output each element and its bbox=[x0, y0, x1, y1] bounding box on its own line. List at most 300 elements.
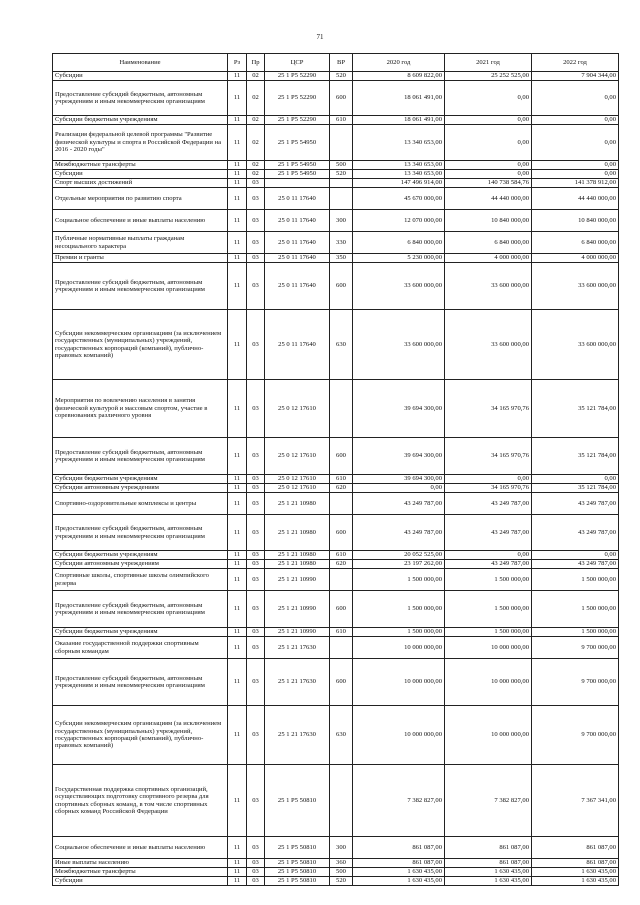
cell-2020: 20 052 525,00 bbox=[353, 551, 445, 560]
cell-name: Предоставление субсидий бюджетным, автономным учреждениям и иным некоммерческим организациям bbox=[53, 263, 228, 310]
table-row bbox=[53, 438, 619, 475]
cell-name: Субсидии некоммерческим организациям (за исключением государственных (муниципальных) учреждений, государственных корпораций (компаний), публично-правовых компаний) bbox=[53, 310, 228, 380]
cell-rz: 11 bbox=[228, 484, 247, 493]
cell-csr: 25 1 P5 52290 bbox=[265, 81, 330, 116]
cell-vr: 610 bbox=[330, 475, 353, 484]
cell-2020: 6 840 000,00 bbox=[353, 232, 445, 254]
cell-vr: 520 bbox=[330, 877, 353, 886]
cell-vr: 610 bbox=[330, 628, 353, 637]
cell-2021: 0,00 bbox=[445, 170, 532, 179]
cell-vr: 500 bbox=[330, 868, 353, 877]
cell-2021: 10 000 000,00 bbox=[445, 659, 532, 706]
cell-2020: 12 070 000,00 bbox=[353, 210, 445, 232]
cell-name: Мероприятия по вовлечению населения в занятия физической культурой и массовым спортом, участие в соревнованиях различного уровня bbox=[53, 380, 228, 438]
cell-vr: 610 bbox=[330, 116, 353, 125]
cell-pr: 03 bbox=[247, 210, 265, 232]
cell-2022: 861 087,00 bbox=[532, 837, 619, 859]
cell-pr: 03 bbox=[247, 515, 265, 551]
cell-2021: 34 165 970,76 bbox=[445, 438, 532, 475]
cell-name: Субсидии бюджетным учреждениям bbox=[53, 628, 228, 637]
cell-name: Государственная поддержка спортивных организаций, осуществляющих подготовку спортивного резерва для спортивных сборных команд, в том числе спортивных сборных команд Российской Федерации bbox=[53, 765, 228, 837]
cell-rz: 11 bbox=[228, 628, 247, 637]
cell-2022: 1 630 435,00 bbox=[532, 877, 619, 886]
cell-2021: 0,00 bbox=[445, 161, 532, 170]
cell-2021: 34 165 970,76 bbox=[445, 484, 532, 493]
cell-pr: 03 bbox=[247, 475, 265, 484]
header-2021: 2021 год bbox=[445, 54, 532, 72]
cell-name: Субсидии бюджетным учреждениям bbox=[53, 475, 228, 484]
cell-csr: 25 1 P5 50810 bbox=[265, 877, 330, 886]
cell-2022: 141 378 912,00 bbox=[532, 179, 619, 188]
table-row bbox=[53, 569, 619, 591]
cell-2021: 1 500 000,00 bbox=[445, 569, 532, 591]
cell-2022: 0,00 bbox=[532, 551, 619, 560]
cell-2020: 1 500 000,00 bbox=[353, 569, 445, 591]
cell-vr: 600 bbox=[330, 515, 353, 551]
table-row bbox=[53, 659, 619, 706]
cell-rz: 11 bbox=[228, 380, 247, 438]
cell-csr: 25 1 21 10980 bbox=[265, 515, 330, 551]
cell-2020: 10 000 000,00 bbox=[353, 706, 445, 765]
cell-name: Субсидии автономным учреждениям bbox=[53, 484, 228, 493]
cell-rz: 11 bbox=[228, 515, 247, 551]
cell-2020: 43 249 787,00 bbox=[353, 515, 445, 551]
cell-2021: 1 500 000,00 bbox=[445, 628, 532, 637]
cell-2021: 0,00 bbox=[445, 81, 532, 116]
cell-name: Межбюджетные трансферты bbox=[53, 868, 228, 877]
cell-pr: 03 bbox=[247, 263, 265, 310]
cell-name: Межбюджетные трансферты bbox=[53, 161, 228, 170]
table-header-row bbox=[53, 54, 619, 72]
cell-vr: 520 bbox=[330, 170, 353, 179]
cell-pr: 02 bbox=[247, 72, 265, 81]
cell-vr: 620 bbox=[330, 560, 353, 569]
cell-vr bbox=[330, 380, 353, 438]
cell-2021: 10 000 000,00 bbox=[445, 637, 532, 659]
cell-pr: 03 bbox=[247, 637, 265, 659]
table-row bbox=[53, 81, 619, 116]
header-2022: 2022 год bbox=[532, 54, 619, 72]
cell-2020: 10 000 000,00 bbox=[353, 659, 445, 706]
cell-vr: 610 bbox=[330, 551, 353, 560]
table-row bbox=[53, 232, 619, 254]
cell-2021: 0,00 bbox=[445, 125, 532, 161]
cell-rz: 11 bbox=[228, 551, 247, 560]
cell-2020: 45 670 000,00 bbox=[353, 188, 445, 210]
cell-name: Спортивные школы, спортивные школы олимпийского резерва bbox=[53, 569, 228, 591]
cell-csr bbox=[265, 179, 330, 188]
cell-pr: 03 bbox=[247, 837, 265, 859]
cell-csr: 25 1 P5 50810 bbox=[265, 837, 330, 859]
cell-pr: 03 bbox=[247, 380, 265, 438]
cell-2021: 25 252 525,00 bbox=[445, 72, 532, 81]
cell-csr: 25 1 21 17630 bbox=[265, 637, 330, 659]
cell-csr: 25 0 11 17640 bbox=[265, 232, 330, 254]
table-row bbox=[53, 188, 619, 210]
cell-2022: 43 249 787,00 bbox=[532, 560, 619, 569]
cell-2022: 6 840 000,00 bbox=[532, 232, 619, 254]
cell-name: Субсидии некоммерческим организациям (за исключением государственных (муниципальных) учреждений, государственных корпораций (компаний), публично-правовых компаний) bbox=[53, 706, 228, 765]
cell-2022: 43 249 787,00 bbox=[532, 493, 619, 515]
cell-rz: 11 bbox=[228, 232, 247, 254]
table-row bbox=[53, 161, 619, 170]
cell-rz: 11 bbox=[228, 877, 247, 886]
cell-vr: 360 bbox=[330, 859, 353, 868]
cell-2022: 0,00 bbox=[532, 475, 619, 484]
header-rz: Рз bbox=[228, 54, 247, 72]
cell-vr bbox=[330, 569, 353, 591]
table-body bbox=[53, 72, 619, 886]
cell-2020: 147 496 914,00 bbox=[353, 179, 445, 188]
header-vr: ВР bbox=[330, 54, 353, 72]
cell-csr: 25 0 12 17610 bbox=[265, 484, 330, 493]
cell-name: Субсидии бюджетным учреждениям bbox=[53, 551, 228, 560]
cell-csr: 25 1 21 10990 bbox=[265, 628, 330, 637]
cell-csr: 25 0 11 17640 bbox=[265, 188, 330, 210]
cell-name: Реализация федеральной целевой программы "Развитие физической культуры и спорта в Российской Федерации на 2016 - 2020 годы" bbox=[53, 125, 228, 161]
table-row bbox=[53, 380, 619, 438]
cell-name: Предоставление субсидий бюджетным, автономным учреждениям и иным некоммерческим организациям bbox=[53, 515, 228, 551]
cell-csr: 25 1 P5 50810 bbox=[265, 765, 330, 837]
cell-2021: 4 000 000,00 bbox=[445, 254, 532, 263]
cell-2021: 43 249 787,00 bbox=[445, 493, 532, 515]
cell-rz: 11 bbox=[228, 591, 247, 628]
cell-2021: 33 600 000,00 bbox=[445, 263, 532, 310]
cell-csr: 25 1 21 10990 bbox=[265, 591, 330, 628]
cell-csr: 25 1 21 17630 bbox=[265, 659, 330, 706]
cell-pr: 02 bbox=[247, 81, 265, 116]
cell-csr: 25 0 12 17610 bbox=[265, 380, 330, 438]
cell-rz: 11 bbox=[228, 569, 247, 591]
cell-pr: 02 bbox=[247, 161, 265, 170]
cell-2022: 7 367 341,00 bbox=[532, 765, 619, 837]
cell-name: Спортивно-оздоровительные комплексы и центры bbox=[53, 493, 228, 515]
cell-rz: 11 bbox=[228, 170, 247, 179]
page-number: 71 bbox=[316, 33, 324, 41]
cell-pr: 03 bbox=[247, 659, 265, 706]
cell-vr bbox=[330, 765, 353, 837]
cell-2021: 6 840 000,00 bbox=[445, 232, 532, 254]
table-row bbox=[53, 179, 619, 188]
cell-2021: 34 165 970,76 bbox=[445, 380, 532, 438]
cell-2020: 23 197 262,00 bbox=[353, 560, 445, 569]
cell-csr: 25 1 P5 50810 bbox=[265, 859, 330, 868]
cell-csr: 25 0 12 17610 bbox=[265, 475, 330, 484]
cell-vr: 520 bbox=[330, 72, 353, 81]
cell-2022: 33 600 000,00 bbox=[532, 310, 619, 380]
table-row bbox=[53, 116, 619, 125]
budget-table bbox=[52, 53, 619, 886]
table-row bbox=[53, 591, 619, 628]
table-row bbox=[53, 837, 619, 859]
cell-csr: 25 1 21 10980 bbox=[265, 493, 330, 515]
cell-pr: 03 bbox=[247, 438, 265, 475]
cell-2021: 140 738 584,76 bbox=[445, 179, 532, 188]
cell-2021: 1 500 000,00 bbox=[445, 591, 532, 628]
cell-2020: 1 500 000,00 bbox=[353, 591, 445, 628]
cell-2022: 10 840 000,00 bbox=[532, 210, 619, 232]
cell-name: Публичные нормативные выплаты гражданам несоциального характера bbox=[53, 232, 228, 254]
cell-vr: 500 bbox=[330, 161, 353, 170]
header-csr: ЦСР bbox=[265, 54, 330, 72]
cell-csr: 25 1 21 17630 bbox=[265, 706, 330, 765]
cell-pr: 02 bbox=[247, 170, 265, 179]
cell-name: Предоставление субсидий бюджетным, автономным учреждениям и иным некоммерческим организациям bbox=[53, 591, 228, 628]
cell-2021: 43 249 787,00 bbox=[445, 560, 532, 569]
table-row bbox=[53, 72, 619, 81]
cell-2022: 1 630 435,00 bbox=[532, 868, 619, 877]
cell-pr: 03 bbox=[247, 591, 265, 628]
cell-2022: 44 440 000,00 bbox=[532, 188, 619, 210]
cell-csr: 25 1 21 10990 bbox=[265, 569, 330, 591]
cell-2020: 43 249 787,00 bbox=[353, 493, 445, 515]
cell-2021: 10 840 000,00 bbox=[445, 210, 532, 232]
cell-2022: 0,00 bbox=[532, 161, 619, 170]
cell-2022: 9 700 000,00 bbox=[532, 637, 619, 659]
cell-vr: 350 bbox=[330, 254, 353, 263]
cell-csr: 25 1 P5 52290 bbox=[265, 116, 330, 125]
cell-pr: 02 bbox=[247, 125, 265, 161]
cell-vr: 600 bbox=[330, 438, 353, 475]
cell-vr: 300 bbox=[330, 837, 353, 859]
cell-pr: 03 bbox=[247, 628, 265, 637]
cell-csr: 25 0 11 17640 bbox=[265, 254, 330, 263]
cell-2020: 861 087,00 bbox=[353, 859, 445, 868]
cell-2022: 35 121 784,00 bbox=[532, 380, 619, 438]
cell-2020: 8 609 822,00 bbox=[353, 72, 445, 81]
cell-2022: 35 121 784,00 bbox=[532, 438, 619, 475]
cell-pr: 03 bbox=[247, 868, 265, 877]
cell-2021: 1 630 435,00 bbox=[445, 877, 532, 886]
cell-name: Субсидии bbox=[53, 877, 228, 886]
cell-2020: 39 694 300,00 bbox=[353, 380, 445, 438]
cell-pr: 03 bbox=[247, 859, 265, 868]
cell-2022: 9 700 000,00 bbox=[532, 659, 619, 706]
cell-2020: 39 694 300,00 bbox=[353, 475, 445, 484]
cell-pr: 03 bbox=[247, 188, 265, 210]
cell-2020: 13 340 653,00 bbox=[353, 125, 445, 161]
cell-pr: 03 bbox=[247, 765, 265, 837]
cell-2020: 1 630 435,00 bbox=[353, 877, 445, 886]
cell-csr: 25 0 11 17640 bbox=[265, 210, 330, 232]
table-row bbox=[53, 125, 619, 161]
cell-2020: 33 600 000,00 bbox=[353, 310, 445, 380]
cell-name: Субсидии автономным учреждениям bbox=[53, 560, 228, 569]
cell-2022: 0,00 bbox=[532, 81, 619, 116]
cell-name: Иные выплаты населению bbox=[53, 859, 228, 868]
cell-2022: 33 600 000,00 bbox=[532, 263, 619, 310]
cell-2021: 33 600 000,00 bbox=[445, 310, 532, 380]
table-row bbox=[53, 765, 619, 837]
cell-2020: 5 230 000,00 bbox=[353, 254, 445, 263]
table-row bbox=[53, 515, 619, 551]
cell-rz: 11 bbox=[228, 188, 247, 210]
header-pr: Пр bbox=[247, 54, 265, 72]
cell-2022: 861 087,00 bbox=[532, 859, 619, 868]
cell-rz: 11 bbox=[228, 254, 247, 263]
cell-csr: 25 1 21 10980 bbox=[265, 560, 330, 569]
cell-rz: 11 bbox=[228, 263, 247, 310]
cell-2020: 1 630 435,00 bbox=[353, 868, 445, 877]
cell-name: Субсидии bbox=[53, 170, 228, 179]
cell-2021: 44 440 000,00 bbox=[445, 188, 532, 210]
cell-2022: 4 000 000,00 bbox=[532, 254, 619, 263]
cell-2022: 43 249 787,00 bbox=[532, 515, 619, 551]
cell-rz: 11 bbox=[228, 81, 247, 116]
cell-rz: 11 bbox=[228, 310, 247, 380]
cell-2021: 0,00 bbox=[445, 475, 532, 484]
cell-name: Предоставление субсидий бюджетным, автономным учреждениям и иным некоммерческим организациям bbox=[53, 659, 228, 706]
cell-2021: 43 249 787,00 bbox=[445, 515, 532, 551]
cell-rz: 11 bbox=[228, 179, 247, 188]
cell-name: Предоставление субсидий бюджетным, автономным учреждениям и иным некоммерческим организациям bbox=[53, 81, 228, 116]
table-row bbox=[53, 706, 619, 765]
cell-csr: 25 1 P5 54950 bbox=[265, 161, 330, 170]
cell-2021: 861 087,00 bbox=[445, 859, 532, 868]
cell-name: Субсидии bbox=[53, 72, 228, 81]
cell-rz: 11 bbox=[228, 659, 247, 706]
cell-pr: 03 bbox=[247, 484, 265, 493]
table-row bbox=[53, 628, 619, 637]
cell-pr: 03 bbox=[247, 254, 265, 263]
cell-2021: 0,00 bbox=[445, 551, 532, 560]
cell-pr: 03 bbox=[247, 551, 265, 560]
cell-vr: 630 bbox=[330, 706, 353, 765]
cell-vr bbox=[330, 188, 353, 210]
table-row bbox=[53, 310, 619, 380]
cell-2021: 10 000 000,00 bbox=[445, 706, 532, 765]
cell-2022: 1 500 000,00 bbox=[532, 569, 619, 591]
cell-vr: 600 bbox=[330, 659, 353, 706]
header-name: Наименование bbox=[53, 54, 228, 72]
cell-2020: 7 382 827,00 bbox=[353, 765, 445, 837]
cell-2020: 18 061 491,00 bbox=[353, 116, 445, 125]
cell-vr bbox=[330, 179, 353, 188]
cell-name: Социальное обеспечение и иные выплаты населению bbox=[53, 210, 228, 232]
cell-name: Социальное обеспечение и иные выплаты населению bbox=[53, 837, 228, 859]
table-row bbox=[53, 877, 619, 886]
cell-vr bbox=[330, 125, 353, 161]
cell-csr: 25 0 11 17640 bbox=[265, 263, 330, 310]
table-row bbox=[53, 637, 619, 659]
cell-name: Предоставление субсидий бюджетным, автономным учреждениям и иным некоммерческим организациям bbox=[53, 438, 228, 475]
cell-pr: 03 bbox=[247, 560, 265, 569]
cell-csr: 25 1 P5 50810 bbox=[265, 868, 330, 877]
cell-vr: 600 bbox=[330, 263, 353, 310]
table-row bbox=[53, 475, 619, 484]
cell-rz: 11 bbox=[228, 161, 247, 170]
cell-rz: 11 bbox=[228, 475, 247, 484]
cell-rz: 11 bbox=[228, 560, 247, 569]
cell-vr: 300 bbox=[330, 210, 353, 232]
table-row bbox=[53, 560, 619, 569]
cell-rz: 11 bbox=[228, 210, 247, 232]
cell-2021: 0,00 bbox=[445, 116, 532, 125]
cell-2021: 7 382 827,00 bbox=[445, 765, 532, 837]
cell-2022: 1 500 000,00 bbox=[532, 591, 619, 628]
cell-pr: 03 bbox=[247, 232, 265, 254]
table-row bbox=[53, 859, 619, 868]
cell-rz: 11 bbox=[228, 859, 247, 868]
cell-2020: 13 340 653,00 bbox=[353, 170, 445, 179]
cell-rz: 11 bbox=[228, 72, 247, 81]
cell-2020: 39 694 300,00 bbox=[353, 438, 445, 475]
cell-pr: 03 bbox=[247, 706, 265, 765]
cell-pr: 03 bbox=[247, 179, 265, 188]
cell-name: Субсидии бюджетным учреждениям bbox=[53, 116, 228, 125]
cell-2021: 861 087,00 bbox=[445, 837, 532, 859]
cell-name: Спорт высших достижений bbox=[53, 179, 228, 188]
cell-rz: 11 bbox=[228, 637, 247, 659]
cell-name: Премии и гранты bbox=[53, 254, 228, 263]
cell-csr: 25 0 11 17640 bbox=[265, 310, 330, 380]
table-row bbox=[53, 493, 619, 515]
cell-pr: 03 bbox=[247, 877, 265, 886]
cell-vr: 600 bbox=[330, 591, 353, 628]
cell-vr: 620 bbox=[330, 484, 353, 493]
cell-rz: 11 bbox=[228, 706, 247, 765]
cell-pr: 03 bbox=[247, 310, 265, 380]
cell-rz: 11 bbox=[228, 493, 247, 515]
cell-2020: 10 000 000,00 bbox=[353, 637, 445, 659]
cell-csr: 25 1 P5 54950 bbox=[265, 170, 330, 179]
cell-name: Оказание государственной поддержки спортивным сборным командам bbox=[53, 637, 228, 659]
cell-pr: 03 bbox=[247, 493, 265, 515]
cell-vr bbox=[330, 493, 353, 515]
cell-2022: 9 700 000,00 bbox=[532, 706, 619, 765]
cell-name: Отдельные мероприятия по развитию спорта bbox=[53, 188, 228, 210]
cell-csr: 25 1 P5 52290 bbox=[265, 72, 330, 81]
cell-rz: 11 bbox=[228, 125, 247, 161]
table-row bbox=[53, 263, 619, 310]
cell-csr: 25 0 12 17610 bbox=[265, 438, 330, 475]
cell-rz: 11 bbox=[228, 765, 247, 837]
cell-vr bbox=[330, 637, 353, 659]
cell-2020: 33 600 000,00 bbox=[353, 263, 445, 310]
cell-rz: 11 bbox=[228, 438, 247, 475]
table-row bbox=[53, 254, 619, 263]
cell-2022: 0,00 bbox=[532, 116, 619, 125]
cell-rz: 11 bbox=[228, 116, 247, 125]
cell-2022: 0,00 bbox=[532, 125, 619, 161]
cell-vr: 600 bbox=[330, 81, 353, 116]
cell-vr: 330 bbox=[330, 232, 353, 254]
cell-2020: 861 087,00 bbox=[353, 837, 445, 859]
cell-2020: 0,00 bbox=[353, 484, 445, 493]
table-row bbox=[53, 170, 619, 179]
cell-2022: 0,00 bbox=[532, 170, 619, 179]
cell-2020: 1 500 000,00 bbox=[353, 628, 445, 637]
cell-2022: 7 904 344,00 bbox=[532, 72, 619, 81]
cell-pr: 02 bbox=[247, 116, 265, 125]
cell-vr: 630 bbox=[330, 310, 353, 380]
cell-pr: 03 bbox=[247, 569, 265, 591]
cell-rz: 11 bbox=[228, 837, 247, 859]
table-row bbox=[53, 210, 619, 232]
cell-rz: 11 bbox=[228, 868, 247, 877]
table-row bbox=[53, 868, 619, 877]
cell-2020: 13 340 653,00 bbox=[353, 161, 445, 170]
table-row bbox=[53, 484, 619, 493]
header-2020: 2020 год bbox=[353, 54, 445, 72]
cell-csr: 25 1 21 10980 bbox=[265, 551, 330, 560]
cell-2021: 1 630 435,00 bbox=[445, 868, 532, 877]
table-row bbox=[53, 551, 619, 560]
cell-2022: 35 121 784,00 bbox=[532, 484, 619, 493]
cell-2022: 1 500 000,00 bbox=[532, 628, 619, 637]
cell-csr: 25 1 P5 54950 bbox=[265, 125, 330, 161]
cell-2020: 18 061 491,00 bbox=[353, 81, 445, 116]
